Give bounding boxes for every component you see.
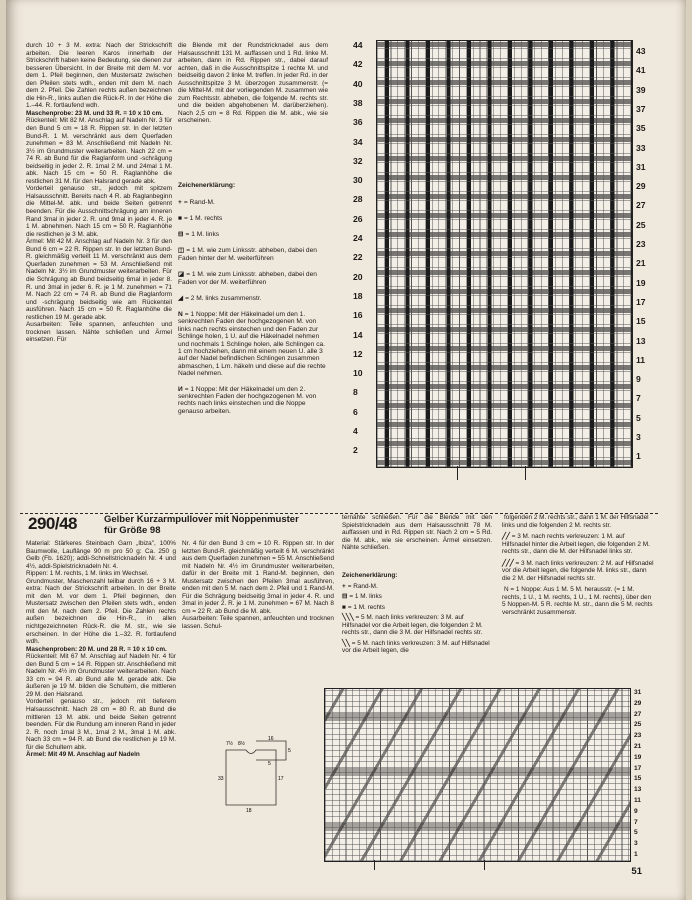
chart-row-number: 31 bbox=[636, 161, 646, 172]
legend-text: N = 1 Noppe: Aus 1 M. 5 M. herausstr. (= 1 M. rechts, 1 U., 1 M. rechts, 1 U., 1 M. rechts), über den 5 Noppen-M. 5 R. rechte M. str., dann die 5 M. rechts verschränkt zusammenstr. bbox=[502, 586, 653, 616]
chart-row-number: 28 bbox=[353, 194, 363, 205]
legend-text: folgenden 2 M. rechts str., dann 1 M. der Hilfsnadel links und die folgenden 2 M. rechts str. bbox=[502, 514, 649, 529]
paragraph: Rückenteil: Mit 67 M. Anschlag auf Nadeln Nr. 4 für den Bund 5 cm = 14 R. Rippen str. Anschließend mit Nadeln Nr. 4½ im Grundmuster weiterarbeiten. Nach 33 cm = 94 R. ab Bund alle M. gerade abk. Die äußeren je 19 M. bilden die Schultern, die mittleren 29 M. den Halsrand. bbox=[26, 653, 176, 698]
legend-symbol: ⊟ bbox=[178, 231, 184, 238]
chart-row-number: 21 bbox=[634, 743, 642, 750]
legend-symbol: ╱╱ bbox=[502, 533, 510, 540]
chart-row-number: 29 bbox=[634, 699, 642, 707]
legend-text: = 5 M. nach links verkreuzen: 3 M. auf Hilfsnadel vor die Arbeit legen, die folgenden 2 M. rechts str., dann die 3 M. der Hilfsnadel rechts str. bbox=[342, 614, 483, 636]
legend-item bbox=[178, 271, 330, 287]
legend-item bbox=[342, 593, 492, 601]
legend-symbol: ■ bbox=[178, 215, 182, 222]
legend-text: = 3 M. nach rechts verkreuzen: 1 M. auf Hilfsnadel hinter die Arbeit legen, die folgenden 2 M. rechts str., dann die M. der Hilfsnadel links str. bbox=[502, 533, 650, 555]
title-line: für Größe 98 bbox=[104, 524, 161, 536]
chart-row-number: 9 bbox=[634, 807, 638, 815]
legend-symbol: ╲╲ bbox=[342, 639, 350, 647]
chart-row-number: 11 bbox=[636, 354, 646, 365]
paragraph: Maschenproben: 20 M. und 28 R. = 10 x 10 cm. bbox=[26, 645, 167, 653]
legend-text: = Rand-M. bbox=[347, 582, 378, 590]
legend-symbol: ⊟ bbox=[342, 593, 348, 600]
paragraph: Ausarbeiten: Teile spannen, anfeuchten und trocknen lassen. Schul- bbox=[182, 615, 334, 631]
chart-row-number: 39 bbox=[636, 84, 646, 95]
dimension-label: 16 bbox=[268, 736, 274, 742]
pattern-repeat-arrow bbox=[484, 860, 485, 870]
garment-schematic bbox=[206, 735, 296, 815]
legend-symbol: ◢ bbox=[178, 295, 184, 302]
legend-item bbox=[342, 614, 492, 637]
chart-row-number: 7 bbox=[636, 393, 641, 404]
chart-row-number: 23 bbox=[636, 239, 646, 249]
legend-symbol: ╱╱╱ bbox=[502, 559, 514, 567]
chart-row-number: 35 bbox=[636, 123, 646, 134]
chart-row-number: 30 bbox=[353, 175, 363, 186]
chart-row-number: 20 bbox=[353, 271, 363, 282]
paragraph: Ärmel: Mit 42 M. Anschlag auf Nadeln Nr. 3 für den Bund 6 cm = 22 R. Rippen str. In der letzten Bund-R. gleichmäßig verteilt 11 M. verschränkt aus dem Querfaden zunehmen = 53 M. Anschließend mit Nadeln Nr. 3½ im Grundmuster weiterarbeiten. Für die Schrägung ab Bund beidseitig 6mal in jeder 8. R. und 3mal in jeder 6. R. je 1 M. zunehmen = 71 M. Nach 22 cm = 74 R. ab Bund die Raglanform und -schrägung beidseitig wie am Rückenteil ausführen. Nach 15 cm = 50 R. Raglanhöhe die restlichen 19 M. gerade abk. bbox=[26, 238, 172, 321]
magazine-page bbox=[6, 0, 686, 900]
dimension-label: 18 bbox=[246, 808, 252, 814]
chart-row-number: 24 bbox=[353, 233, 363, 243]
chart-row-number: 34 bbox=[353, 136, 363, 147]
chart-row-number: 27 bbox=[636, 200, 646, 211]
chart-row-number: 21 bbox=[636, 258, 646, 269]
legend-item bbox=[342, 604, 492, 612]
paragraph: Rippen: 1 M. rechts, 1 M. links im Wechsel. bbox=[26, 570, 149, 578]
paragraph: durch 10 + 3 M. extra: Nach der Strickschrift arbeiten. Die leeren Karos innerhalb der Strickschrift haben keine Bedeutung, sie dienen zur besseren Übersicht. In der Breite mit dem M. vor dem 1. Pfeil beginnen, den Mustersatz zwischen den Pfeilen stets wdh., enden mit dem M. nach dem 2. Pfeil. Die Zahlen rechts außen bezeichnen die Hin-R., links außen die Rück-R. In der Höhe die 1.–44. R. fortlaufend wdh. bbox=[26, 42, 172, 110]
legend-item bbox=[178, 295, 330, 303]
paragraph: Ausarbeiten: Teile spannen, anfeuchten und trocknen lassen. Nähte schließen und Ärmel einsetzen. Für bbox=[26, 321, 172, 344]
legend-symbol: Ν bbox=[178, 311, 183, 318]
legend-text: = 1 M. rechts bbox=[347, 603, 385, 611]
legend-text: = 1 M. wie zum Linksstr. abheben, dabei den Faden vor der M. weiterführen bbox=[178, 271, 317, 286]
paragraph: Nr. 4 für den Bund 3 cm = 10 R. Rippen str. In der letzten Bund-R. gleichmäßig verteilt 6 M. verschränkt aus dem Querfaden zunehmen = 55 M. Anschließend mit Nadeln Nr. 4½ im Grundmuster weiterarbeiten, dafür in der Breite mit 1 Rand-M. beginnen, den Mustersatz zwischen den Pfeilen 3mal ausführen, enden mit den 5 M. nach dem 2. Pfeil und 1 Rand-M. Für die Schrägung beidseitig 3mal in jeder 4. R. und 3mal in jeder 2. R. je 1 M. zunehmen = 67 M. Nach 8 cm = 22 R. ab Bund die M. abk. bbox=[182, 540, 334, 615]
legend-text: = 1 M. rechts bbox=[183, 215, 223, 222]
legend-title: Zeichenerklärung: bbox=[342, 572, 398, 579]
chart-row-number: 26 bbox=[353, 213, 363, 224]
legend-item bbox=[342, 640, 492, 655]
chart-row-number: 15 bbox=[634, 775, 642, 783]
chart-row-number: 8 bbox=[353, 387, 358, 398]
paragraph: Rückenteil: Mit 82 M. Anschlag auf Nadeln Nr. 3 für den Bund 5 cm = 18 R. Rippen str. In der letzten Bund-R. 1 M. verschränkt aus dem Querfaden zunehmen = 83 M. Anschließend mit Nadeln Nr. 3½ im Grundmuster weiterarbeiten. Nach 22 cm = 74 R. ab Bund für die Raglanform und -schrägung beidseitig in jeder 2. R. 1mal 2 M. und 24mal 1 M. abk. Nach 15 cm = 50 R. Raglanhöhe die restlichen 31 M. für den Halsrand gerade abk. bbox=[26, 117, 172, 185]
knitting-chart-top bbox=[376, 40, 633, 468]
chart-row-number: 14 bbox=[353, 329, 363, 340]
chart-row-number: 7 bbox=[634, 818, 638, 826]
chart-row-number: 13 bbox=[636, 335, 646, 346]
legend-item bbox=[502, 586, 654, 616]
paragraph: die Blende mit der Rundstricknadel aus dem Halsausschnitt 131 M. auffassen und 1 Rd. linke M. arbeiten, dann in Rd. Rippen str., dabei darauf achten, daß in die Ausschnittspitze 1 rechte M. und beidseitig davon 2 linke M. treffen. In jeder Rd. in der Ausschnittspitze 3 M. überzogen zusammenstr. (= die Mittel-M. mit der vorliegenden M. zusammen wie zum Rechtsstr. abheben, die folgende M. rechts str. und die beiden abgehobenen M. darüberziehen). Nach 2,5 cm = 8 Rd. Rippen die M. abk., wie sie erscheinen. bbox=[178, 42, 328, 125]
pattern-number: 290/48 bbox=[28, 514, 77, 533]
legend-text: = 5 M. nach links verkreuzen: 3 M. auf Hilfsnadel vor die Arbeit legen, die bbox=[342, 639, 490, 654]
legend-item bbox=[342, 583, 492, 591]
chart-row-number: 25 bbox=[636, 219, 646, 230]
chart-row-number: 17 bbox=[634, 764, 642, 772]
dimension-label: 5 bbox=[288, 748, 291, 754]
bottom-instructions-col3 bbox=[342, 514, 492, 552]
legend-symbol: И bbox=[178, 385, 183, 393]
pattern-title bbox=[104, 515, 299, 536]
legend-symbol: ■ bbox=[342, 603, 346, 611]
paragraph: Vorderteil genauso str., jedoch mit spitzem Halsausschnitt. Bereits nach 4 R. ab Raglanbeginn die Mittel-M. abk. und beide Seiten getrennt beenden. Für die Ausschnittschrägung am inneren Rand 3mal in jeder 2. R. und 9mal in jeder 4. R. je 1 M. abnehmen. Nach 15 cm = 50 R. Raglanhöhe die restlichen je 3 M. abk. bbox=[26, 185, 172, 238]
chart-row-number: 44 bbox=[353, 40, 363, 50]
chart-row-number: 23 bbox=[634, 732, 642, 740]
legend-symbol: + bbox=[342, 582, 346, 590]
legend-text: = 1 Noppe: Mit der Häkelnadel um den 2. senkrechten Faden der hochgezogenen M. von rechts nach links einstechen und die Noppe genauso arbeiten. bbox=[178, 385, 317, 415]
legend-text: = 1 M. wie zum Linksstr. abheben, dabei den Faden hinter der M. weiterführen bbox=[178, 247, 317, 262]
top-instructions-col1 bbox=[26, 42, 172, 344]
chart-row-number: 41 bbox=[636, 65, 646, 76]
dimension-label: 17 bbox=[278, 776, 284, 782]
chart-row-number: 3 bbox=[636, 432, 641, 442]
dimension-label: 8½ bbox=[238, 741, 245, 747]
chart-row-number: 25 bbox=[634, 721, 642, 729]
legend-title: Zeichenerklärung: bbox=[178, 182, 236, 189]
chart-row-number: 11 bbox=[634, 797, 641, 804]
legend-symbol: ◫ bbox=[178, 247, 185, 254]
chart-row-number: 29 bbox=[636, 181, 646, 192]
chart-row-number: 13 bbox=[634, 786, 642, 794]
legend-item bbox=[178, 231, 330, 239]
pattern-repeat-arrow bbox=[374, 860, 375, 870]
chart-row-number: 27 bbox=[634, 710, 642, 718]
dimension-label: 5 bbox=[268, 761, 271, 767]
chart-row-number: 32 bbox=[353, 155, 363, 166]
chart-row-number: 43 bbox=[636, 46, 646, 56]
chart-row-number: 2 bbox=[353, 445, 358, 456]
chart-row-number: 16 bbox=[353, 310, 363, 321]
dimension-label: 7½ bbox=[226, 741, 233, 747]
legend-symbol: ╲╲╲ bbox=[342, 614, 354, 621]
legend-text: = 2 M. links zusammenstr. bbox=[185, 295, 262, 302]
legend-item bbox=[178, 199, 330, 207]
paragraph: Maschenprobe: 23 M. und 33 R. = 10 x 10 cm. bbox=[26, 109, 163, 117]
title-line: Gelber Kurzarmpullover mit Noppenmuster bbox=[104, 514, 299, 525]
legend-item bbox=[178, 247, 330, 263]
legend-item bbox=[178, 386, 330, 416]
legend-text: = 1 M. links bbox=[349, 593, 382, 600]
legend-symbol: + bbox=[178, 199, 182, 206]
chart-row-number: 22 bbox=[353, 252, 363, 263]
bottom-legend bbox=[342, 572, 492, 658]
legend-item bbox=[502, 533, 654, 556]
chart-row-number: 1 bbox=[636, 451, 641, 462]
chart-row-number: 5 bbox=[636, 412, 641, 423]
paragraph: Grundmuster, Maschenzahl teilbar durch 16 + 3 M. extra: Nach der Strickschrift arbeiten. In der Breite mit den M. vor dem 1. Pfeil beginnen, den Mustersatz zwischen den Pfeilen stets wdh., enden mit den M. nach dem 2. Pfeil. Die Zahlen rechts außen bezeichnen die Hin-R., in allen nichtgezeichneten Rück-R. die M. str., wie sie erscheinen. In der Höhe die 1.–32. R. fortlaufend wdh. bbox=[26, 577, 176, 646]
page-number: 51 bbox=[631, 866, 642, 877]
chart-row-number: 10 bbox=[353, 368, 363, 379]
chart-row-number: 18 bbox=[353, 290, 363, 301]
legend-item bbox=[178, 311, 330, 378]
top-legend bbox=[178, 182, 330, 423]
legend-text: = 1 Noppe: Mit der Häkelnadel um den 1. senkrechten Faden der hochgezogenen M. von links nach rechts einstechen und den Faden zur Schlinge holen, 1 U. auf die Häkelnadel nehmen und nochmals 1 Schlinge holen, alle Schlingen ca. 1 cm hochziehen, dann mit einem neuen U. alle 3 auf der Nadel befindlichen Schlingen zusammen abmaschen, 1 Lm. häkeln und diese auf die rechte Nadel nehmen. bbox=[178, 311, 326, 378]
chart-row-number: 17 bbox=[636, 296, 646, 307]
legend-text: = 3 M. nach links verkreuzen: 2 M. auf Hilfsnadel vor die Arbeit legen, die folgende M. links str., dann die 2 M. der Hilfsnadel rechts str. bbox=[502, 559, 654, 582]
chart-row-number: 12 bbox=[353, 348, 363, 359]
chart-row-number: 38 bbox=[353, 97, 363, 108]
legend-text: = 1 M. links bbox=[185, 231, 220, 238]
paragraph: ternähte schließen. Für die Blende mit den Spielstricknadeln aus dem Halsausschnitt 78 M. auffassen und in Rd. Rippen str. Nach 2 cm = 5 Rd. die M. abk., wie sie erscheinen. Ärmel einsetzen. Nähte schließen. bbox=[342, 514, 492, 552]
legend-text: = Rand-M. bbox=[183, 199, 215, 206]
legend-item bbox=[502, 514, 654, 529]
paragraph: Material: Stärkeres Steinbach Garn „Ibiza", 100% Baumwolle, Lauflänge 90 m pro 50 g: Ca. 250 g Gelb (Fb. 1620); addi-Schnellstricknadeln Nr. 4 und 4½, addi-Spielstricknadeln Nr. 4. bbox=[26, 540, 176, 570]
bottom-legend-continued bbox=[502, 514, 654, 620]
paragraph: Vorderteil genauso str., jedoch mit tieferem Halsausschnitt. Nach 28 cm = 80 R. ab Bund die mittleren 13 M. abk. und beide Seiten getrennt beenden. Für die Rundung am inneren Rand in jeder 2. R. noch 1mal 3 M., 1mal 2 M., 3mal 1 M. abk. Nach 33 cm = 94 R. ab Bund die restlichen je 19 M. für die Schultern abk. bbox=[26, 698, 176, 751]
chart-row-number: 1 bbox=[634, 851, 638, 858]
top-instructions-col2 bbox=[178, 42, 328, 125]
knitting-chart-bottom bbox=[324, 688, 631, 862]
chart-row-number: 3 bbox=[634, 840, 638, 848]
chart-row-number: 19 bbox=[634, 753, 642, 761]
chart-row-number: 19 bbox=[636, 277, 646, 288]
chart-row-number: 6 bbox=[353, 406, 358, 417]
bottom-instructions-col1 bbox=[26, 540, 176, 759]
chart-row-number: 36 bbox=[353, 117, 363, 128]
legend-symbol: ◪ bbox=[178, 271, 185, 278]
dimension-label: 33 bbox=[218, 776, 224, 782]
legend-item bbox=[502, 560, 654, 583]
chart-row-number: 5 bbox=[634, 829, 638, 837]
chart-row-number: 4 bbox=[353, 426, 358, 436]
pattern-repeat-arrow bbox=[525, 466, 526, 480]
chart-row-number: 9 bbox=[636, 374, 641, 385]
chart-row-number: 31 bbox=[634, 689, 642, 696]
chart-row-number: 42 bbox=[353, 59, 363, 70]
chart-row-number: 15 bbox=[636, 316, 646, 327]
chart-row-number: 40 bbox=[353, 78, 363, 89]
paragraph: Ärmel: Mit 49 M. Anschlag auf Nadeln bbox=[26, 751, 140, 759]
chart-row-number: 33 bbox=[636, 142, 646, 153]
bottom-instructions-col2 bbox=[182, 540, 334, 631]
legend-item bbox=[178, 215, 330, 223]
chart-row-number: 37 bbox=[636, 103, 646, 114]
pattern-repeat-arrow bbox=[457, 466, 458, 480]
